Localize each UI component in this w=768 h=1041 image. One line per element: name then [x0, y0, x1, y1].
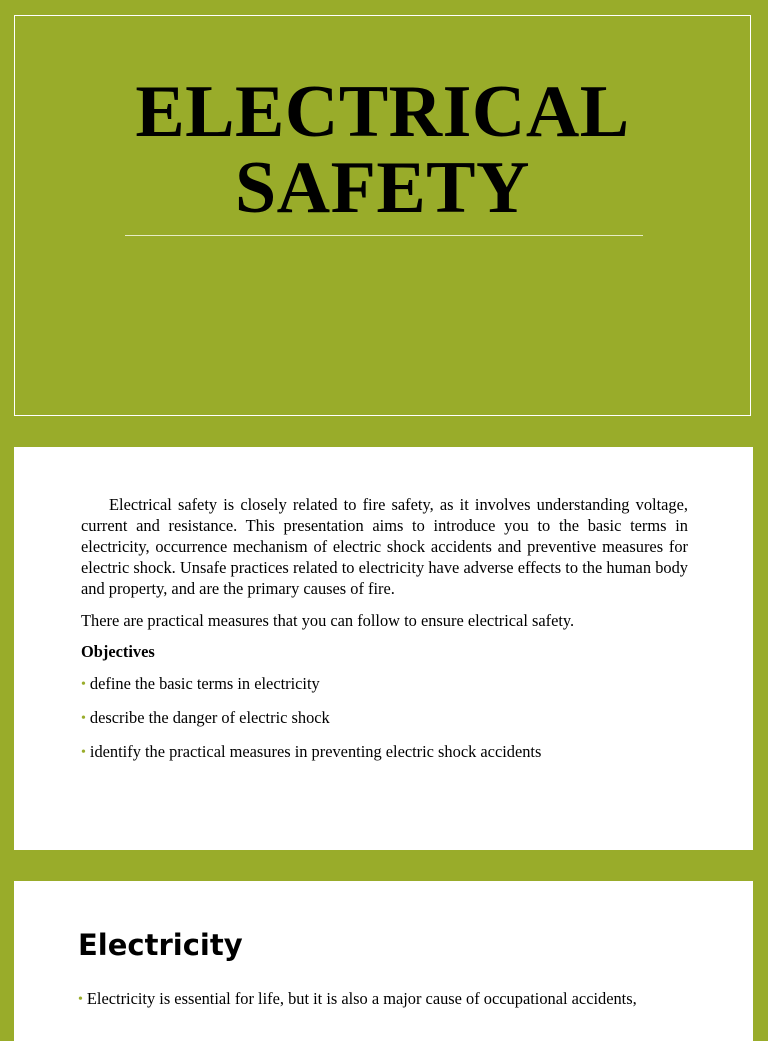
- slide-title: [15, 71, 750, 229]
- intro-paragraph: Electrical safety is closely related to fire safety, as it involves understanding voltage, current and resistance. This presentation aims to introduce you to the basic terms in electricity, occurrence mechanism of electric shock accidents and preventive measures for electric shock. Unsafe practices related to electricity have adverse effects to the human body and property, and are the primary causes of fire.: [81, 495, 688, 598]
- bullet-icon: •: [78, 992, 83, 1007]
- title-line-2: SAFETY: [235, 147, 530, 229]
- electricity-slide: [14, 881, 753, 1041]
- electricity-text: Electricity is essential for life, but it is also a major cause of occupational accidents,: [86, 989, 637, 1008]
- objective-item: [81, 707, 688, 730]
- bullet-icon: •: [81, 711, 86, 726]
- intro-body: [81, 494, 688, 764]
- objective-text: identify the practical measures in preventing electric shock accidents: [89, 742, 542, 761]
- measures-paragraph: There are practical measures that you can follow to ensure electrical safety.: [81, 611, 575, 630]
- objectives-list: [81, 673, 688, 764]
- bullet-icon: •: [81, 745, 86, 760]
- title-divider: [125, 235, 643, 236]
- bullet-icon: •: [81, 677, 86, 692]
- electricity-heading: Electricity: [78, 928, 243, 962]
- objectives-heading: Objectives: [81, 642, 155, 661]
- objective-text: describe the danger of electric shock: [89, 708, 330, 727]
- objective-item: [81, 741, 688, 764]
- objective-text: define the basic terms in electricity: [89, 674, 320, 693]
- intro-slide: [14, 447, 753, 850]
- electricity-bullet: [78, 987, 688, 1013]
- title-slide: [14, 15, 751, 416]
- objective-item: [81, 673, 688, 696]
- title-line-1: ELECTRICAL: [135, 71, 630, 153]
